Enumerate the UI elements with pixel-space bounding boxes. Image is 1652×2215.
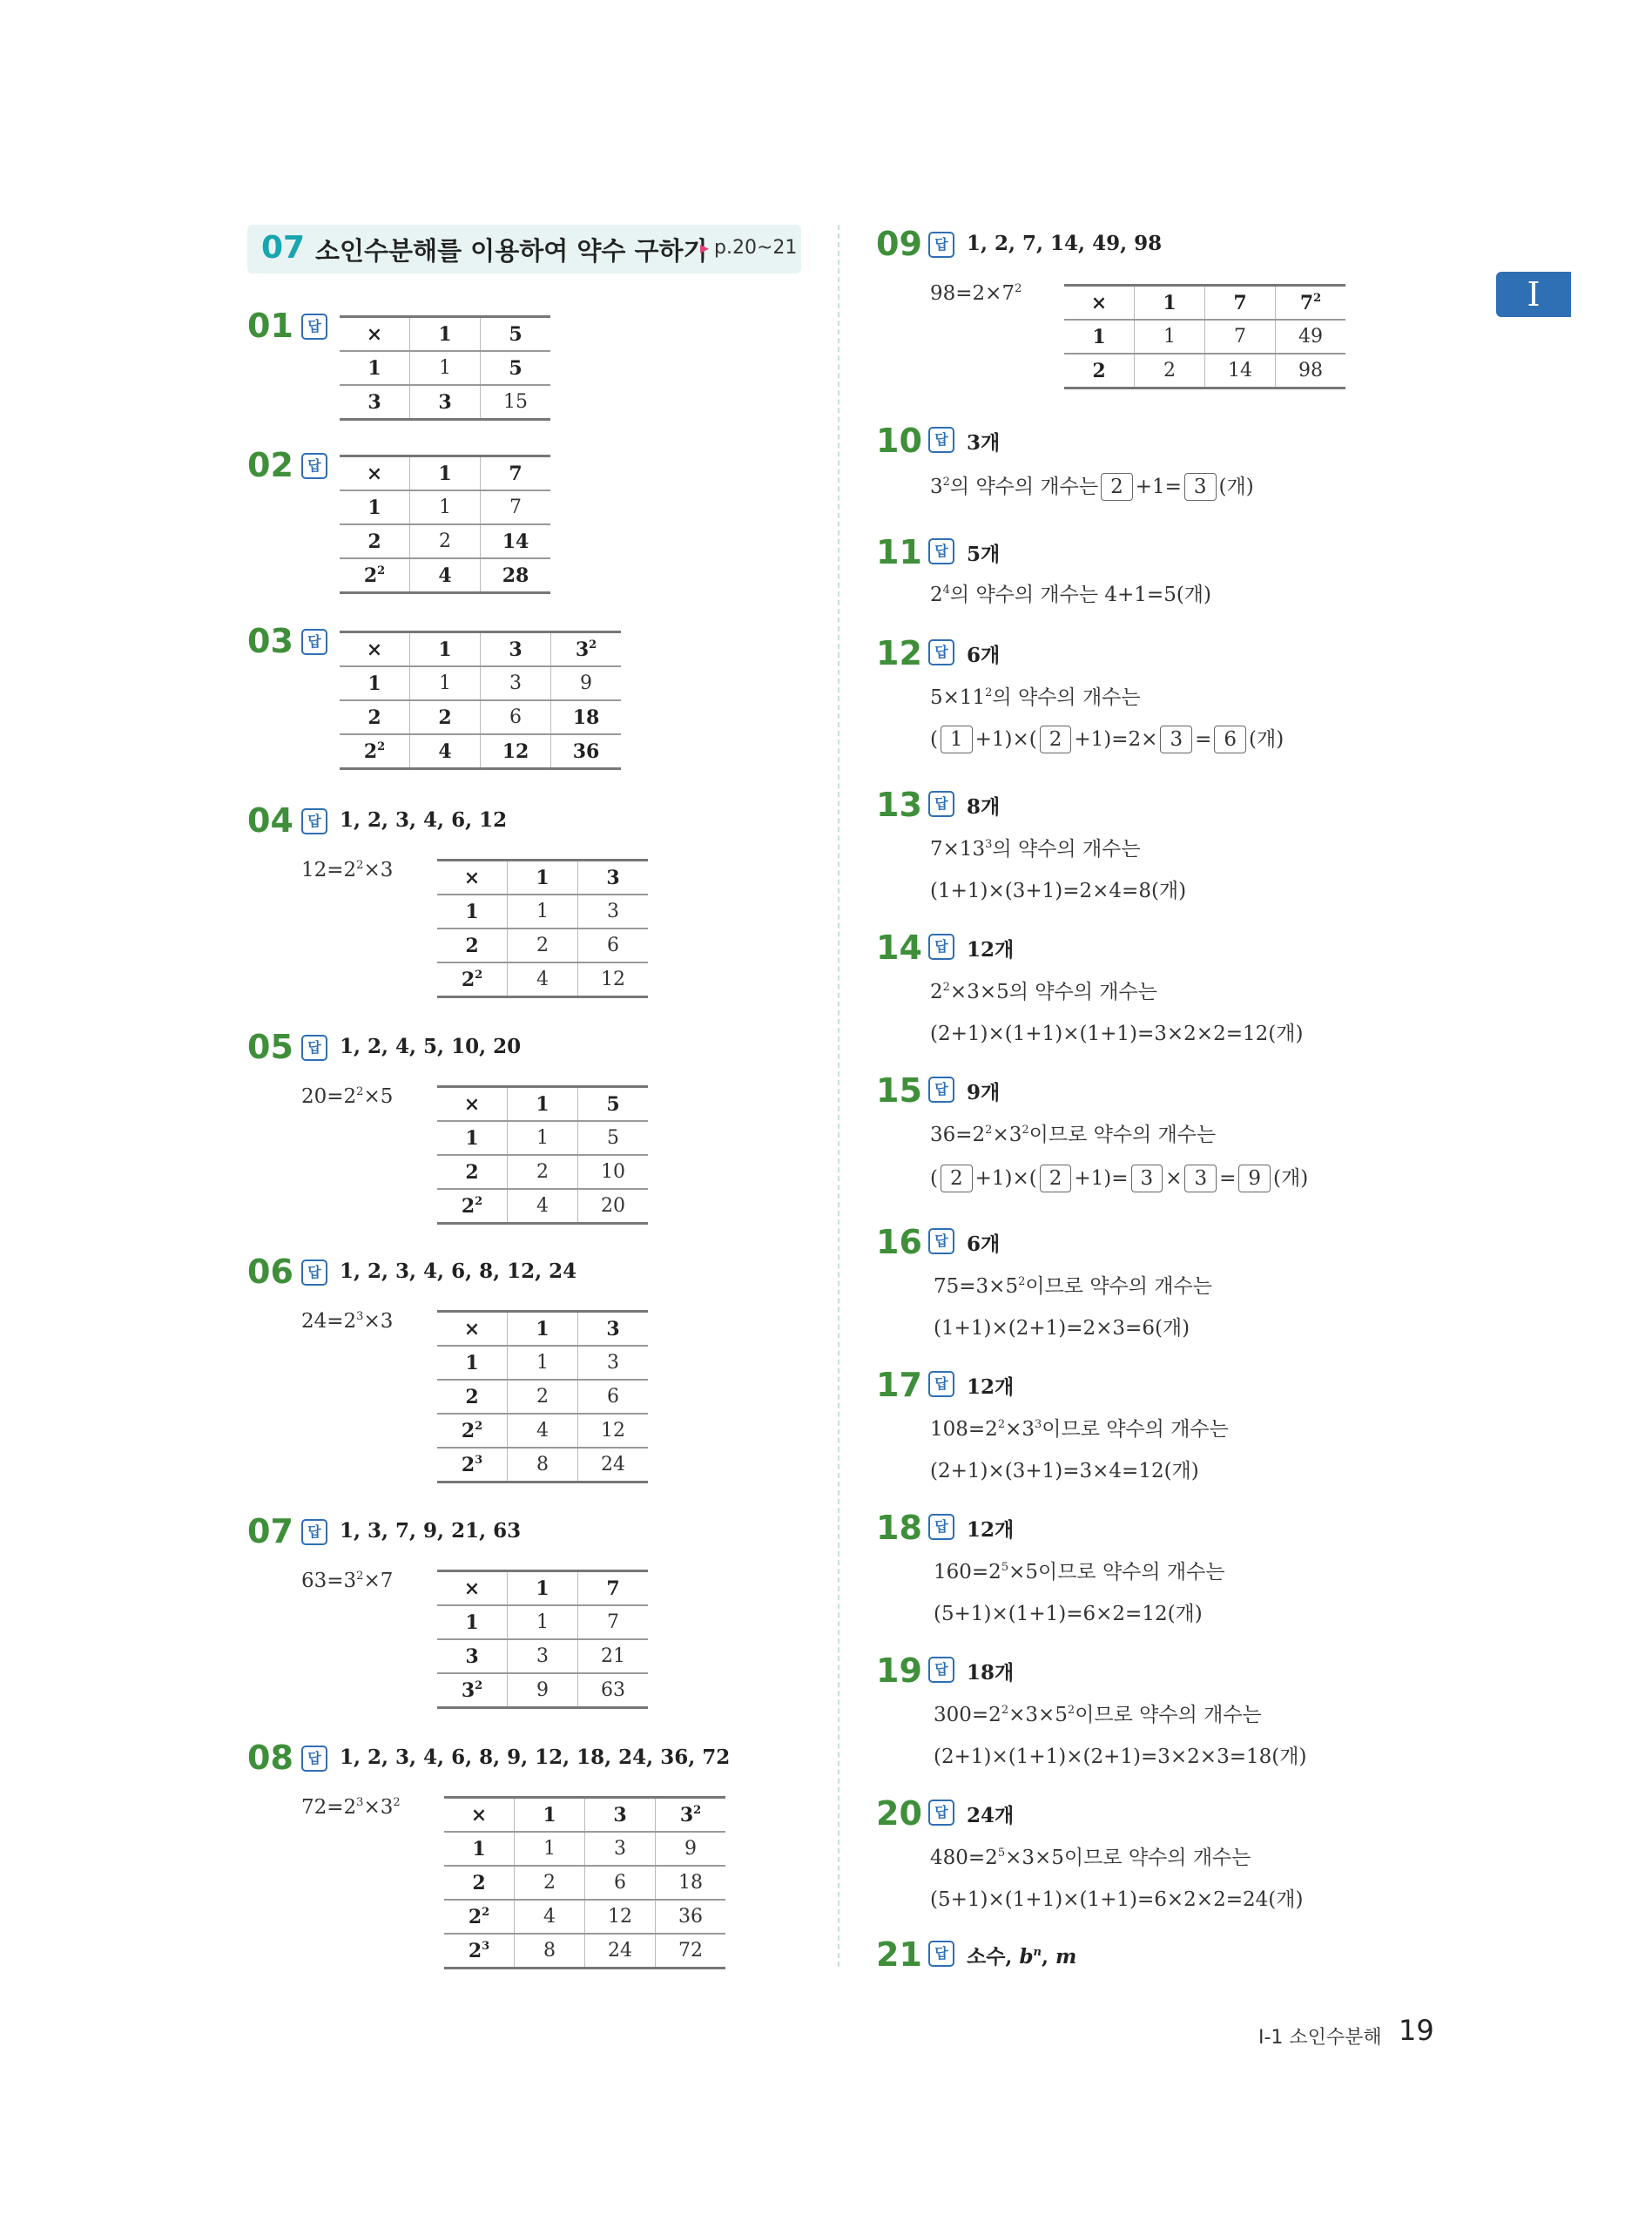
solution-line: $36=2^2\times 3^2$이므로 약수의 개수는 — [930, 1124, 1217, 1146]
table-cell: $2^2$ — [437, 1189, 508, 1224]
table-cell: 20 — [578, 1189, 649, 1224]
table-cell: 2 — [1135, 354, 1205, 388]
table-row — [437, 1087, 648, 1122]
table-cell: 1 — [508, 1087, 578, 1122]
table-row — [437, 1380, 648, 1414]
table-cell: 3 — [578, 1312, 649, 1347]
solution-line: $3^2$의 약수의 개수는 2 +1= 3 (개) — [930, 470, 1254, 501]
table-row — [340, 351, 550, 385]
table-row — [340, 385, 550, 420]
footer-chapter: Ⅰ-1 소인수분해 — [1258, 2027, 1382, 2049]
problem-number: 19 — [876, 1651, 922, 1690]
factorization: $24=2^3\times 3$ — [301, 1310, 394, 1333]
table-cell: 1 — [437, 1605, 508, 1639]
table-cell: $2^2$ — [340, 734, 410, 769]
table-cell: 2 — [444, 1866, 515, 1900]
table-cell: 5 — [578, 1087, 649, 1122]
table-cell: 4 — [508, 1414, 578, 1448]
answer-badge: 답 — [301, 1519, 327, 1545]
solution-line: ( 1 +1)×( 2 +1)=2× 3 = 6 (개) — [930, 723, 1284, 753]
solution-line: (1+1)×(2+1)=2×3=6(개) — [934, 1317, 1190, 1340]
table-row — [340, 317, 550, 352]
answer-text: 12개 — [967, 1518, 1015, 1542]
factorization: $72=2^3\times 3^2$ — [301, 1796, 401, 1819]
problem-number: 15 — [876, 1071, 922, 1110]
table-cell: × — [444, 1798, 515, 1833]
table-cell: 2 — [1064, 354, 1135, 388]
answer-text: 6개 — [967, 644, 1001, 667]
table-cell: 1 — [515, 1832, 585, 1866]
solution-line: (2+1)×(1+1)×(1+1)=3×2×2=12(개) — [930, 1023, 1304, 1045]
table-cell: 63 — [578, 1673, 649, 1708]
problem-number: 04 — [247, 801, 293, 840]
answer-badge: 답 — [301, 808, 327, 834]
table-cell: $3^2$ — [656, 1798, 726, 1833]
answer-badge: 답 — [928, 1228, 954, 1254]
table-cell: × — [340, 317, 410, 352]
table-cell: 1 — [508, 1312, 578, 1347]
table-cell: 4 — [508, 1189, 578, 1224]
answer-badge: 답 — [928, 538, 954, 564]
table-row — [340, 734, 621, 769]
table-cell: 5 — [578, 1121, 649, 1155]
table-cell: 2 — [508, 1155, 578, 1189]
table-cell: 2 — [437, 1155, 508, 1189]
problem-number: 01 — [247, 307, 293, 345]
problem-number: 05 — [247, 1028, 293, 1066]
divisor-table — [437, 859, 648, 998]
table-cell: 24 — [585, 1934, 656, 1969]
table-cell: 3 — [437, 1639, 508, 1673]
divisor-table — [340, 631, 621, 770]
answer-text: 5개 — [967, 543, 1001, 566]
table-cell: 1 — [437, 1121, 508, 1155]
table-cell: 1 — [508, 861, 578, 895]
problem-number: 03 — [247, 622, 293, 660]
table-cell: 5 — [481, 317, 551, 352]
table-cell: 2 — [515, 1866, 585, 1900]
table-cell: 1 — [410, 456, 481, 491]
factorization: $12=2^2\times 3$ — [301, 859, 394, 881]
table-cell: 14 — [1205, 354, 1276, 388]
answer-badge: 답 — [928, 1514, 954, 1540]
blank-box: 2 — [941, 1165, 973, 1192]
table-cell: 7 — [481, 490, 551, 524]
table-row — [444, 1798, 725, 1833]
table-row — [444, 1934, 725, 1969]
table-cell: 6 — [578, 1380, 649, 1414]
answer-badge: 답 — [928, 1800, 954, 1826]
table-cell: 7 — [1205, 286, 1276, 321]
table-row — [437, 1571, 648, 1606]
solution-line: ( 2 +1)×( 2 +1)= 3 × 3 = 9 (개) — [930, 1162, 1308, 1192]
table-cell: 12 — [481, 734, 551, 769]
answer-text: 12개 — [967, 1375, 1015, 1399]
table-cell: 9 — [656, 1832, 726, 1866]
answer-text: 9개 — [967, 1081, 1001, 1104]
table-cell: 8 — [515, 1934, 585, 1969]
table-row — [437, 929, 648, 962]
answer-badge: 답 — [928, 1077, 954, 1103]
table-row — [444, 1900, 725, 1934]
answer-text: 1, 2, 4, 5, 10, 20 — [340, 1035, 522, 1058]
table-cell: $2^3$ — [437, 1448, 508, 1482]
table-cell: $2^2$ — [437, 1414, 508, 1448]
factorization: $20=2^2\times 5$ — [301, 1085, 394, 1108]
table-row — [437, 1155, 648, 1189]
blank-box: 9 — [1238, 1165, 1271, 1192]
column-divider — [838, 225, 839, 1967]
chapter-tab: I — [1496, 272, 1571, 317]
solution-line: $2^4$의 약수의 개수는 4+1=5(개) — [930, 584, 1211, 606]
answer-badge: 답 — [301, 1035, 327, 1061]
solution-line: (1+1)×(3+1)=2×4=8(개) — [930, 880, 1187, 902]
table-row — [340, 700, 621, 734]
problem-number: 10 — [876, 422, 922, 460]
table-cell: 6 — [578, 929, 649, 962]
table-cell: 18 — [551, 700, 622, 734]
solution-line: $5\times 11^2$의 약수의 개수는 — [930, 686, 1141, 709]
table-cell: $2^3$ — [444, 1934, 515, 1969]
answer-text: 6개 — [967, 1232, 1001, 1256]
solution-line: (2+1)×(3+1)=3×4=12(개) — [930, 1460, 1199, 1482]
table-row — [340, 666, 621, 700]
table-row — [340, 558, 550, 593]
table-cell: 3 — [410, 385, 481, 420]
table-row — [437, 895, 648, 929]
table-cell: $2^2$ — [444, 1900, 515, 1934]
table-row — [1064, 286, 1345, 321]
table-cell: 2 — [437, 929, 508, 962]
answer-text: 24개 — [967, 1804, 1015, 1827]
table-row — [437, 1605, 648, 1639]
answer-text: 1, 2, 7, 14, 49, 98 — [967, 232, 1163, 255]
divisor-table — [340, 315, 550, 421]
solution-line: $108=2^2\times 3^3$이므로 약수의 개수는 — [930, 1418, 1229, 1441]
table-cell: × — [340, 632, 410, 667]
table-cell: 3 — [585, 1832, 656, 1866]
problem-number: 08 — [247, 1739, 293, 1777]
blank-box: 3 — [1184, 1165, 1217, 1192]
solution-line: $7\times 13^3$의 약수의 개수는 — [930, 838, 1141, 861]
table-row — [1064, 354, 1345, 388]
table-cell: $3^2$ — [437, 1673, 508, 1708]
table-cell: 6 — [585, 1866, 656, 1900]
table-row — [444, 1866, 725, 1900]
table-cell: $3^2$ — [551, 632, 622, 667]
divisor-table — [437, 1310, 648, 1483]
answer-text: 3개 — [967, 431, 1001, 455]
solution-line: (2+1)×(1+1)×(2+1)=3×2×3=18(개) — [934, 1746, 1307, 1768]
table-cell: 1 — [508, 1121, 578, 1155]
answer-text: 소수, $b^n$, m — [967, 1945, 1077, 1969]
table-cell: 3 — [578, 895, 649, 929]
problem-number: 21 — [876, 1935, 922, 1974]
blank-box: 2 — [1040, 726, 1072, 753]
answer-text: 8개 — [967, 795, 1001, 819]
table-cell: 1 — [444, 1832, 515, 1866]
divisor-table — [340, 455, 550, 594]
factorization: $63=3^2\times 7$ — [301, 1570, 394, 1592]
problem-number: 02 — [247, 446, 293, 484]
problem-number: 13 — [876, 786, 922, 824]
problem-number: 06 — [247, 1253, 293, 1291]
table-cell: 1 — [1135, 320, 1205, 354]
table-cell: 3 — [481, 632, 551, 667]
answer-text: 1, 2, 3, 4, 6, 8, 12, 24 — [340, 1259, 577, 1283]
answer-badge: 답 — [928, 427, 954, 453]
table-cell: 3 — [508, 1639, 578, 1673]
table-row — [437, 861, 648, 895]
problem-number: 16 — [876, 1223, 922, 1261]
table-cell: $2^2$ — [340, 558, 410, 593]
section-header — [247, 225, 801, 273]
answer-text: 1, 2, 3, 4, 6, 8, 9, 12, 18, 24, 36, 72 — [340, 1746, 731, 1769]
table-cell: $7^2$ — [1276, 286, 1346, 321]
blank-box: 3 — [1160, 726, 1192, 753]
blank-box: 6 — [1214, 726, 1246, 753]
table-cell: 2 — [410, 700, 481, 734]
solution-line: (5+1)×(1+1)×(1+1)=6×2×2=24(개) — [930, 1888, 1304, 1911]
answer-badge: 답 — [301, 314, 327, 340]
table-cell: 1 — [1135, 286, 1205, 321]
table-cell: 1 — [437, 1346, 508, 1380]
table-cell: 98 — [1276, 354, 1346, 388]
problem-number: 20 — [876, 1794, 922, 1833]
answer-badge: 답 — [928, 791, 954, 817]
table-row — [437, 1448, 648, 1482]
answer-badge: 답 — [928, 934, 954, 960]
table-cell: 36 — [551, 734, 622, 769]
table-cell: × — [1064, 286, 1135, 321]
answer-badge: 답 — [928, 1657, 954, 1683]
divisor-table — [437, 1085, 648, 1225]
answer-text: 1, 3, 7, 9, 21, 63 — [340, 1519, 522, 1543]
answer-badge: 답 — [301, 1746, 327, 1772]
table-row — [437, 1346, 648, 1380]
table-cell: 1 — [340, 490, 410, 524]
section-number: 07 — [261, 230, 306, 266]
table-cell: × — [437, 861, 508, 895]
divisor-table — [1064, 284, 1345, 389]
table-cell: 1 — [340, 351, 410, 385]
table-cell: 49 — [1276, 320, 1346, 354]
table-cell: 12 — [585, 1900, 656, 1934]
table-cell: 1 — [410, 351, 481, 385]
solution-line: $75=3\times 5^2$이므로 약수의 개수는 — [934, 1275, 1212, 1298]
solution-line: (5+1)×(1+1)=6×2=12(개) — [934, 1603, 1203, 1625]
table-cell: 8 — [508, 1448, 578, 1482]
table-cell: 7 — [578, 1571, 649, 1606]
table-cell: 72 — [656, 1934, 726, 1969]
problem-number: 18 — [876, 1509, 922, 1547]
table-cell: 24 — [578, 1448, 649, 1482]
table-row — [340, 524, 550, 558]
table-cell: 12 — [578, 962, 649, 997]
answer-text: 1, 2, 3, 4, 6, 12 — [340, 808, 508, 832]
table-row — [444, 1832, 725, 1866]
answer-badge: 답 — [301, 629, 327, 655]
blank-box: 2 — [1040, 1165, 1072, 1192]
blank-box: 2 — [1101, 473, 1133, 501]
table-cell: 2 — [340, 700, 410, 734]
table-cell: 4 — [508, 962, 578, 997]
table-row — [437, 1414, 648, 1448]
section-page-ref: ▸ p.20~21 — [700, 237, 797, 259]
divisor-table — [444, 1796, 725, 1969]
problem-number: 09 — [876, 225, 922, 263]
table-cell: 21 — [578, 1639, 649, 1673]
table-cell: 18 — [656, 1866, 726, 1900]
table-cell: 1 — [508, 895, 578, 929]
solution-line: $480=2^5\times 3\times 5$이므로 약수의 개수는 — [930, 1847, 1251, 1869]
blank-box: 3 — [1131, 1165, 1163, 1192]
table-cell: 4 — [515, 1900, 585, 1934]
table-cell: 6 — [481, 700, 551, 734]
table-row — [437, 1312, 648, 1347]
table-cell: 2 — [437, 1380, 508, 1414]
table-row — [340, 490, 550, 524]
answer-badge: 답 — [928, 1371, 954, 1397]
table-row — [437, 1121, 648, 1155]
table-cell: × — [437, 1312, 508, 1347]
table-cell: 3 — [481, 666, 551, 700]
problem-number: 07 — [247, 1512, 293, 1550]
section-title: 소인수분해를 이용하여 약수 구하기 — [315, 236, 708, 266]
answer-badge: 답 — [928, 639, 954, 665]
table-cell: 2 — [410, 524, 481, 558]
table-cell: × — [437, 1571, 508, 1606]
solution-line: $300=2^2\times 3\times 5^2$이므로 약수의 개수는 — [934, 1704, 1262, 1726]
solution-line: $2^2\times 3\times 5$의 약수의 개수는 — [930, 981, 1157, 1003]
table-cell: 9 — [551, 666, 622, 700]
problem-number: 14 — [876, 929, 922, 967]
table-cell: $2^2$ — [437, 962, 508, 997]
table-cell: 1 — [340, 666, 410, 700]
table-cell: 15 — [481, 385, 551, 420]
table-cell: 1 — [508, 1605, 578, 1639]
answer-badge: 답 — [301, 1259, 327, 1286]
table-cell: 9 — [508, 1673, 578, 1708]
table-cell: 1 — [508, 1346, 578, 1380]
table-cell: 12 — [578, 1414, 649, 1448]
table-cell: 7 — [481, 456, 551, 491]
table-cell: 5 — [481, 351, 551, 385]
table-cell: 1 — [508, 1571, 578, 1606]
table-cell: 3 — [578, 1346, 649, 1380]
table-cell: 1 — [410, 632, 481, 667]
table-cell: 1 — [1064, 320, 1135, 354]
table-cell: 3 — [578, 861, 649, 895]
table-row — [437, 1673, 648, 1708]
table-cell: 7 — [1205, 320, 1276, 354]
table-cell: 3 — [340, 385, 410, 420]
table-row — [340, 632, 621, 667]
table-row — [437, 962, 648, 997]
table-cell: 2 — [508, 929, 578, 962]
table-cell: 1 — [437, 895, 508, 929]
table-cell: 1 — [410, 666, 481, 700]
problem-number: 11 — [876, 533, 922, 571]
blank-box: 1 — [941, 726, 973, 753]
table-row — [1064, 320, 1345, 354]
problem-number: 17 — [876, 1366, 922, 1404]
factorization: $98=2\times 7^2$ — [930, 282, 1022, 305]
table-cell: 4 — [410, 734, 481, 769]
table-cell: 2 — [508, 1380, 578, 1414]
table-cell: 4 — [410, 558, 481, 593]
table-cell: 1 — [410, 317, 481, 352]
table-cell: 1 — [515, 1798, 585, 1833]
problem-number: 12 — [876, 634, 922, 672]
table-row — [437, 1639, 648, 1673]
solution-line: $160=2^5\times 5$이므로 약수의 개수는 — [934, 1561, 1225, 1584]
table-cell: 28 — [481, 558, 551, 593]
answer-text: 12개 — [967, 938, 1015, 962]
table-cell: 7 — [578, 1605, 649, 1639]
table-cell: 10 — [578, 1155, 649, 1189]
table-row — [340, 456, 550, 491]
answer-text: 18개 — [967, 1661, 1015, 1685]
table-cell: 1 — [410, 490, 481, 524]
answer-badge: 답 — [928, 1941, 954, 1967]
table-cell: × — [437, 1087, 508, 1122]
table-cell: 14 — [481, 524, 551, 558]
answer-badge: 답 — [928, 232, 954, 258]
table-row — [437, 1189, 648, 1224]
blank-box: 3 — [1184, 473, 1217, 501]
divisor-table — [437, 1570, 648, 1709]
table-cell: × — [340, 456, 410, 491]
table-cell: 36 — [656, 1900, 726, 1934]
table-cell: 3 — [585, 1798, 656, 1833]
answer-badge: 답 — [301, 453, 327, 479]
page-number: 19 — [1399, 2014, 1434, 2047]
table-cell: 2 — [340, 524, 410, 558]
